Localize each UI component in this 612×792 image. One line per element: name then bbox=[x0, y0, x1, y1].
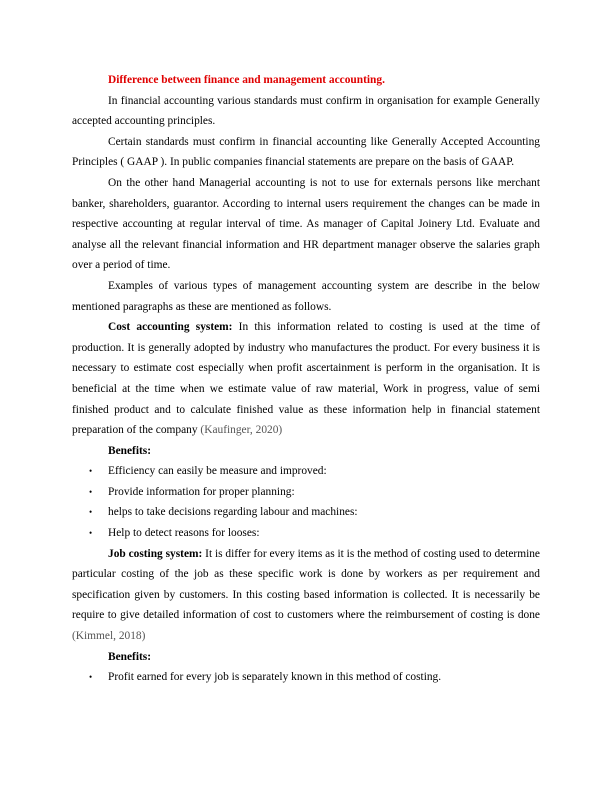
bullet-icon: • bbox=[89, 466, 93, 477]
paragraph-gaap: Certain standards must confirm in financial accounting like Generally Accepted Accounting Principles ( GAAP ). In public companies financial statements are prepare on the basis of GAAP. bbox=[72, 135, 540, 169]
list-item-text: helps to take decisions regarding labour and machines: bbox=[108, 506, 358, 519]
list-item-text: Help to detect reasons for looses: bbox=[108, 527, 260, 540]
section-heading: Difference between finance and management accounting. bbox=[108, 74, 385, 86]
bullet-icon: • bbox=[89, 486, 93, 497]
paragraph-financial-standards: In financial accounting various standards must confirm in organisation for example Generally accepted accounting principles. bbox=[72, 94, 540, 128]
cost-accounting-citation: (Kaufinger, 2020) bbox=[200, 424, 283, 437]
bullet-icon: • bbox=[89, 672, 93, 683]
list-item bbox=[72, 461, 540, 482]
list-item bbox=[72, 482, 540, 503]
job-costing-title: Job costing system: bbox=[108, 547, 203, 560]
list-item-text: Efficiency can easily be measure and improved: bbox=[108, 465, 327, 478]
list-item bbox=[72, 667, 540, 688]
list-item-text: Profit earned for every job is separately known in this method of costing. bbox=[108, 671, 442, 684]
list-item-text: Provide information for proper planning: bbox=[108, 485, 295, 498]
cost-accounting-text: In this information related to costing is used at the time of production. It is generally adopted by industry who manufactures the product. For every business it is necessary to estimate cost especially when profit ascertainment is perform in the organisation. It is beneficial at the time when we estimate value of raw material, Work in progress, value of semi finished product and to calculate finished value as these information help in financial statement preparation of the company bbox=[72, 321, 540, 437]
list-item bbox=[72, 502, 540, 523]
job-benefits-label: Benefits: bbox=[108, 650, 152, 663]
job-costing-text: It is differ for every items as it is the method of costing used to determine particular costing of the job as these specific work is done by workers as per requirement and specification given by customers. In this costing based information is collected. It is necessarily be require to give detailed information of cost to customers where the reimbursement of costing is done bbox=[72, 547, 540, 622]
bullet-icon: • bbox=[89, 507, 93, 518]
paragraph-cost-accounting bbox=[72, 317, 540, 441]
paragraph-managerial-accounting: On the other hand Managerial accounting is not to use for externals persons like merchant banker, shareholders, guarantor. According to internal users requirement the changes can be made in respective accounting at regular interval of time. As manager of Capital Joinery Ltd. Evaluate and analyse all the relevant financial information and HR department manager observe the salaries graph over a period of time. bbox=[72, 176, 540, 272]
job-benefits-list bbox=[72, 667, 540, 688]
cost-benefits-label: Benefits: bbox=[108, 444, 152, 457]
job-costing-citation: (Kimmel, 2018) bbox=[72, 630, 146, 643]
document-page bbox=[72, 70, 540, 688]
list-item bbox=[72, 523, 540, 544]
cost-benefits-list bbox=[72, 461, 540, 543]
paragraph-job-costing bbox=[72, 544, 540, 647]
paragraph-examples-intro: Examples of various types of management accounting system are describe in the below mentioned paragraphs as these are mentioned as follows. bbox=[72, 279, 540, 313]
bullet-icon: • bbox=[89, 528, 93, 539]
cost-accounting-title: Cost accounting system: bbox=[108, 321, 233, 334]
